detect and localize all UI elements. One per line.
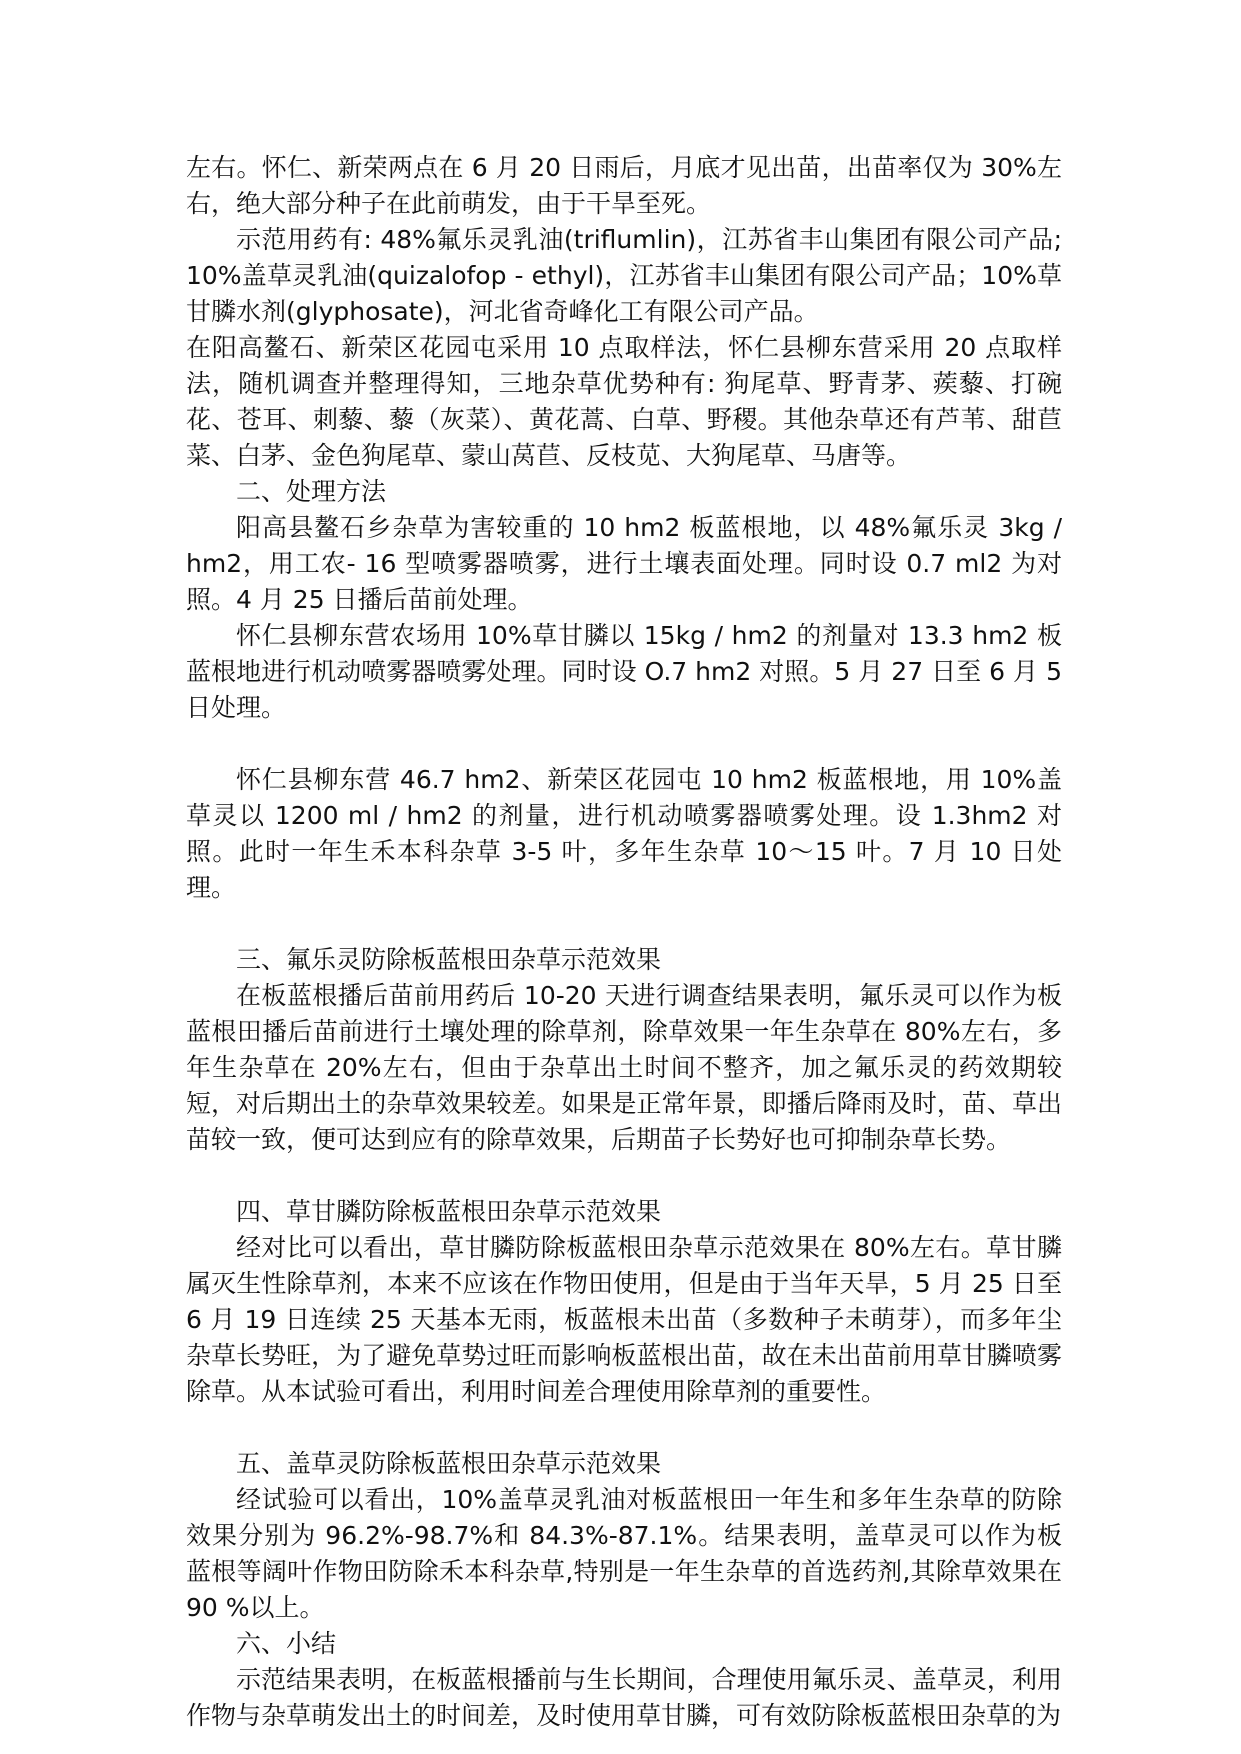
paragraph-summary: 示范结果表明，在板蓝根播前与生长期间，合理使用氟乐灵、盖草灵，利用作物与杂草萌发出土的时间差，及时使用草甘膦，可有效防除板蓝根田杂草的为	[186, 1665, 1062, 1730]
paragraph-glyphosate-effect: 经对比可以看出，草甘膦防除板蓝根田杂草示范效果在 80%左右。草甘膦属灭生性除草剂，本来不应该在作物田使用，但是由于当年天旱，5 月 25 日至 6 月 19 日连续 25 天基本无雨，板蓝根未出苗（多数种子未萌芽），而多年尘杂草长势旺，为了避免草势过旺而影响板蓝根出苗，故在未出苗前用草甘膦喷雾除草。从本试验可看出，利用时间差合理使用除草剂的重要性。	[186, 1233, 1062, 1406]
section-heading-glyphosate-effect: 四、草甘膦防除板蓝根田杂草示范效果	[236, 1197, 662, 1226]
paragraph-trifluralin-treatment: 阳高县鳌石乡杂草为害较重的 10 hm2 板蓝根地，以 48%氟乐灵 3kg / hm2，用工农- 16 型喷雾器喷雾，进行土壤表面处理。同时设 0.7 ml2 为对照。4 月 25 日播后苗前处理。	[186, 513, 1062, 614]
paragraph-quizalofop-effect: 经试验可以看出，10%盖草灵乳油对板蓝根田一年生和多年生杂草的防除效果分别为 96.2%-98.7%和 84.3%-87.1%。结果表明，盖草灵可以作为板蓝根等阔叶作物田防除禾本科杂草,特别是一年生杂草的首选药剂,其除草效果在 90 %以上。	[186, 1485, 1062, 1622]
paragraph-weather-emergence: 左右。怀仁、新荣两点在 6 月 20 日雨后，月底才见出苗，出苗率仅为 30%左右，绝大部分种子在此前萌发，由于干旱至死。	[186, 153, 1062, 218]
paragraph-trifluralin-effect: 在板蓝根播后苗前用药后 10-20 天进行调查结果表明，氟乐灵可以作为板蓝根田播后苗前进行土壤处理的除草剂，除草效果一年生杂草在 80%左右，多年生杂草在 20%左右，但由于杂草出土时间不整齐，加之氟乐灵的药效期较短，对后期出土的杂草效果较差。如果是正常年景，即播后降雨及时，苗、草出苗较一致，便可达到应有的除草效果，后期苗子长势好也可抑制杂草长势。	[186, 981, 1062, 1154]
paragraph-herbicides-used: 示范用药有: 48%氟乐灵乳油(triflumlin)，江苏省丰山集团有限公司产品; 10%盖草灵乳油(quizalofop - ethyl)，江苏省丰山集团有限公司产品；10%草甘膦水剂(glyphosate)，河北省奇峰化工有限公司产品。	[186, 225, 1062, 326]
section-heading-treatment-method: 二、处理方法	[236, 477, 387, 506]
paragraph-glyphosate-treatment: 怀仁县柳东营农场用 10%草甘膦以 15kg / hm2 的剂量对 13.3 hm2 板蓝根地进行机动喷雾器喷雾处理。同时设 O.7 hm2 对照。5 月 27 日至 6 月 5 日处理。	[186, 621, 1062, 722]
document-page	[186, 150, 1062, 1734]
section-heading-summary: 六、小结	[236, 1629, 337, 1658]
paragraph-quizalofop-treatment: 怀仁县柳东营 46.7 hm2、新荣区花园屯 10 hm2 板蓝根地，用 10%盖草灵以 1200 ml / hm2 的剂量，进行机动喷雾器喷雾处理。设 1.3hm2 对照。此时一年生禾本科杂草 3-5 叶，多年生杂草 10～15 叶。7 月 10 日处理。	[186, 765, 1062, 902]
section-heading-quizalofop-effect: 五、盖草灵防除板蓝根田杂草示范效果	[236, 1449, 662, 1478]
section-heading-trifluralin-effect: 三、氟乐灵防除板蓝根田杂草示范效果	[236, 945, 662, 974]
paragraph-weed-survey: 在阳高鳌石、新荣区花园屯采用 10 点取样法，怀仁县柳东营采用 20 点取样法，随机调查并整理得知，三地杂草优势种有: 狗尾草、野青茅、蒺藜、打碗花、苍耳、刺藜、藜（灰菜）、黄花蒿、白草、野稷。其他杂草还有芦苇、甜苣菜、白茅、金色狗尾草、蒙山莴苣、反枝苋、大狗尾草、马唐等。	[186, 333, 1062, 470]
